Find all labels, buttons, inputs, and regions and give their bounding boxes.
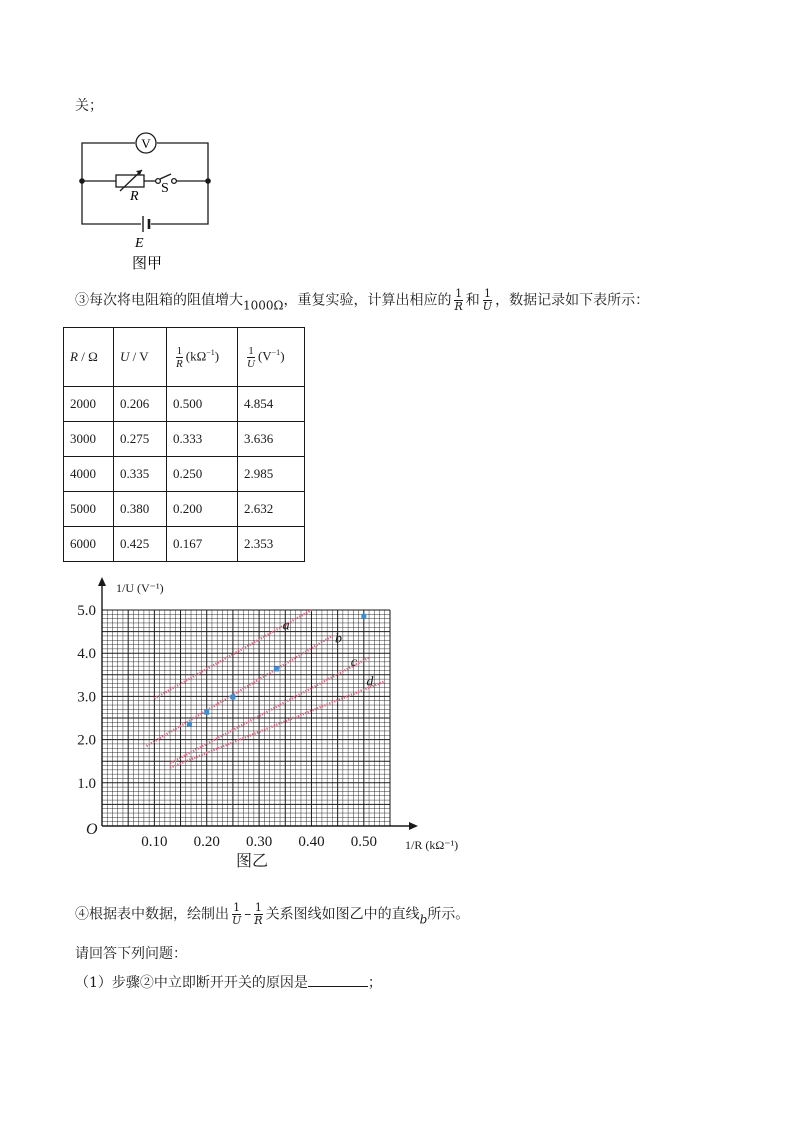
data-table xyxy=(63,327,305,562)
table-cell: 0.200 xyxy=(167,492,238,527)
table-header-row xyxy=(64,328,305,387)
table-cell: 0.206 xyxy=(114,387,167,422)
table-cell: 3.636 xyxy=(238,422,305,457)
y-axis-arrow xyxy=(98,577,106,586)
table-cell: 2000 xyxy=(64,387,114,422)
table-row xyxy=(64,492,305,527)
step4-line-name: b xyxy=(419,912,428,927)
table-row xyxy=(64,387,305,422)
fraction-1-over-r: $\frac{1}{R}$ xyxy=(454,287,463,313)
step3-mid: ，重复实验，计算出相应的 xyxy=(283,292,452,309)
step3-prefix: ③每次将电阻箱的阻值增大 xyxy=(75,292,243,309)
step4-prefix: ④根据表中数据，绘制出 xyxy=(75,906,229,923)
x-tick-label: 0.30 xyxy=(245,834,273,850)
step3-paragraph xyxy=(75,288,649,316)
step4-suffix: 所示。 xyxy=(427,906,470,923)
data-point xyxy=(230,695,235,700)
resistor-label: R xyxy=(130,189,139,204)
x-tick-label: 0.10 xyxy=(141,834,168,850)
table-header: $\frac{1}{U}$ $(V^{-1})$ xyxy=(238,328,305,387)
table-row xyxy=(64,527,305,562)
fraction-1-over-u: $\frac{1}{U}$ xyxy=(482,287,493,313)
battery-label: E xyxy=(135,236,144,251)
table-cell: 3000 xyxy=(64,422,114,457)
figure-a-caption: 图甲 xyxy=(132,254,163,272)
data-point xyxy=(361,614,366,619)
table-cell: 5000 xyxy=(64,492,114,527)
x-tick-label: 0.50 xyxy=(350,834,377,850)
table-cell: 2.985 xyxy=(238,457,305,492)
x-tick-label: 0.20 xyxy=(193,834,220,850)
series-label-a: a xyxy=(282,618,290,634)
y-axis-label: 1/U (V⁻¹) xyxy=(116,581,164,595)
table-cell: 0.335 xyxy=(114,457,167,492)
table-header: U / V xyxy=(114,328,167,387)
table-cell: 6000 xyxy=(64,527,114,562)
step4-paragraph xyxy=(75,902,469,930)
data-point xyxy=(204,710,209,715)
fraction-1-over-u: $\frac{1}{U}$ xyxy=(232,901,242,927)
series-label-b: b xyxy=(335,631,343,647)
table-cell: 4000 xyxy=(64,457,114,492)
table-row xyxy=(64,422,305,457)
chart-grid xyxy=(102,610,390,826)
data-point xyxy=(187,722,192,727)
table-cell: 0.380 xyxy=(114,492,167,527)
table-header: $\frac{1}{R}$ $(k\Omega^{-1})$ xyxy=(167,328,238,387)
table-row xyxy=(64,457,305,492)
answer-blank xyxy=(308,972,368,987)
series-line-d xyxy=(170,681,385,767)
series-label-d: d xyxy=(366,674,374,690)
question-1-text: （1）步骤②中立即断开开关的原因是 xyxy=(75,975,308,991)
y-tick-label: 5.0 xyxy=(77,603,96,619)
voltmeter-label: V xyxy=(141,136,151,151)
y-tick-label: 2.0 xyxy=(77,732,96,749)
preceding-text-fragment: 关； xyxy=(75,98,103,114)
table-cell: 0.333 xyxy=(167,422,238,457)
table-cell: 4.854 xyxy=(238,387,305,422)
question-intro: 请回答下列问题： xyxy=(75,946,187,962)
table-cell: 0.250 xyxy=(167,457,238,492)
y-tick-label: 4.0 xyxy=(77,646,96,663)
series-label-c: c xyxy=(350,655,357,671)
step3-and: 和 xyxy=(465,292,480,309)
graph-figure-b xyxy=(60,570,480,880)
question-1-end: ； xyxy=(367,975,382,991)
table-cell: 0.500 xyxy=(167,387,238,422)
y-tick-label: 3.0 xyxy=(77,689,96,706)
switch-label: S xyxy=(161,181,169,196)
step3-suffix: ，数据记录如下表所示： xyxy=(495,292,650,309)
step4-dash: – xyxy=(244,906,252,923)
figure-b-caption: 图乙 xyxy=(236,851,269,870)
step4-mid: 关系图线如图乙中的直线 xyxy=(265,906,420,923)
series-line-b xyxy=(147,636,333,746)
x-tick-label: 0.40 xyxy=(298,834,325,850)
table-cell: 2.632 xyxy=(238,492,305,527)
y-tick-label: 1.0 xyxy=(77,775,96,792)
question-1 xyxy=(75,972,382,993)
table-header: R / Ω xyxy=(64,328,114,387)
switch-symbol xyxy=(160,174,171,179)
fraction-1-over-r: $\frac{1}{R}$ xyxy=(254,901,263,927)
origin-label: O xyxy=(86,821,98,838)
x-axis-label: 1/R (kΩ⁻¹) xyxy=(405,838,459,852)
table-cell: 2.353 xyxy=(238,527,305,562)
table-cell: 0.275 xyxy=(114,422,167,457)
table-cell: 0.167 xyxy=(167,527,238,562)
table-cell: 0.425 xyxy=(114,527,167,562)
data-point xyxy=(274,666,279,671)
x-axis-arrow xyxy=(409,822,418,830)
step3-amount: 1000Ω xyxy=(243,298,284,313)
circuit-diagram xyxy=(70,128,230,278)
